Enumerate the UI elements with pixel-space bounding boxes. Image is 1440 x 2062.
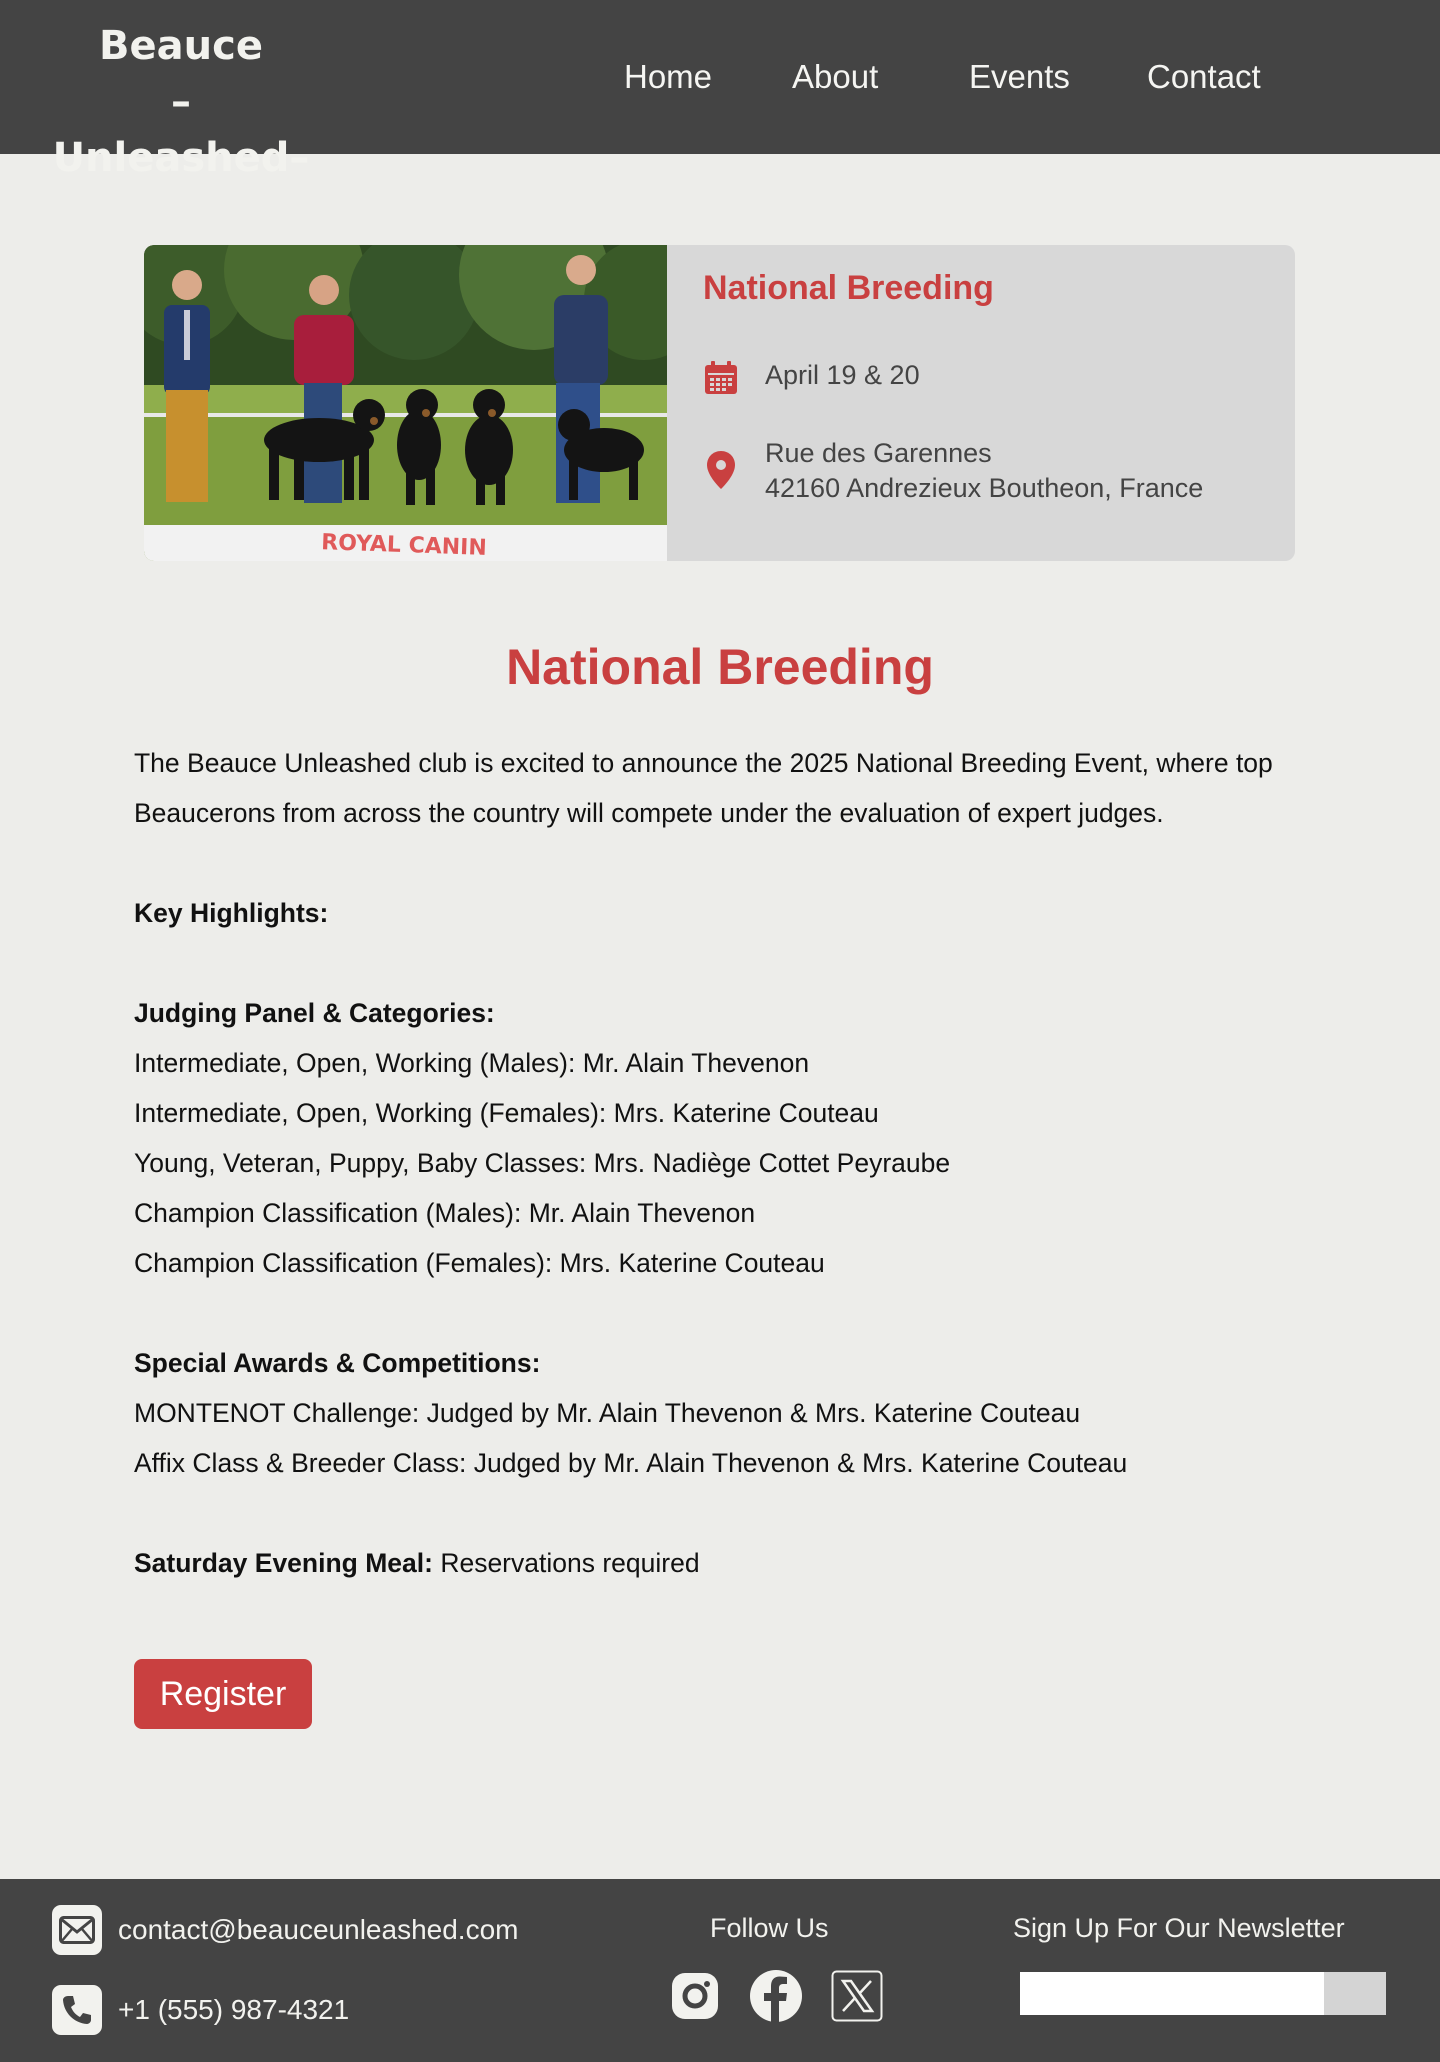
instagram-icon[interactable] [668,1969,722,2023]
judging-item: Champion Classification (Females): Mrs. Katerine Couteau [134,1248,825,1278]
logo-line-2: –Unleashed– [52,79,310,181]
banner-text: ROYAL CANIN [320,530,488,561]
facebook-icon[interactable] [749,1969,803,2023]
event-date: April 19 & 20 [765,360,920,390]
judging-item: Intermediate, Open, Working (Females): Mrs. Katerine Couteau [134,1098,879,1128]
site-header [0,0,1440,181]
award-item: Affix Class & Breeder Class: Judged by Mr. Alain Thevenon & Mrs. Katerine Couteau [134,1448,1128,1478]
footer-phone-row [52,1985,349,2035]
judging-item: Young, Veteran, Puppy, Baby Classes: Mrs. Nadiège Cottet Peyraube [134,1148,951,1178]
award-item: MONTENOT Challenge: Judged by Mr. Alain Thevenon & Mrs. Katerine Couteau [134,1398,1081,1428]
newsletter-email-input[interactable] [1020,1972,1324,2015]
map-pin-icon [703,450,739,490]
site-logo[interactable] [46,18,316,186]
key-highlights-heading: Key Highlights: [134,898,329,928]
intro-line-2: Beaucerons from across the country will compete under the evaluation of expert judges. [134,798,1164,828]
calendar-icon [703,358,739,398]
site-footer [0,1879,1440,2062]
intro-line-1: The Beauce Unleashed club is excited to announce the 2025 National Breeding Event, where top [134,748,1273,778]
meal-label: Saturday Evening Meal: [134,1548,433,1578]
footer-email-row [52,1905,518,1955]
mail-icon [52,1905,102,1955]
event-card-title: National Breeding [703,269,994,307]
event-address [765,436,1203,506]
follow-us-label: Follow Us [710,1913,829,1943]
footer-phone: +1 (555) 987-4321 [118,1994,350,2025]
address-line-2: 42160 Andrezieux Boutheon, France [765,473,1204,503]
judging-item: Champion Classification (Males): Mr. Alain Thevenon [134,1198,756,1228]
judging-heading: Judging Panel & Categories: [134,998,495,1028]
newsletter-label: Sign Up For Our Newsletter [1013,1913,1345,1943]
event-location-row [703,436,1203,506]
address-line-1: Rue des Garennes [765,438,992,468]
judging-item: Intermediate, Open, Working (Males): Mr. Alain Thevenon [134,1048,810,1078]
nav-about[interactable]: About [792,58,879,95]
newsletter-submit-button[interactable] [1324,1972,1386,2015]
logo-line-1: Beauce [99,23,263,69]
footer-email-link[interactable]: contact@beauceunleashed.com [118,1914,519,1945]
event-card [144,245,1295,561]
nav-contact[interactable]: Contact [1147,58,1261,95]
event-date-row [703,358,920,398]
awards-heading: Special Awards & Competitions: [134,1348,541,1378]
phone-icon [52,1985,102,2035]
social-links [668,1969,911,2023]
article-title: National Breeding [506,639,934,695]
x-icon[interactable] [830,1969,884,2023]
register-button[interactable]: Register [134,1659,312,1729]
nav-events[interactable]: Events [969,58,1070,95]
meal-value: Reservations required [432,1548,700,1578]
event-photo [144,245,667,561]
meal-line [134,1538,1334,1588]
article-body [134,738,1334,1588]
nav-home[interactable]: Home [624,58,713,95]
